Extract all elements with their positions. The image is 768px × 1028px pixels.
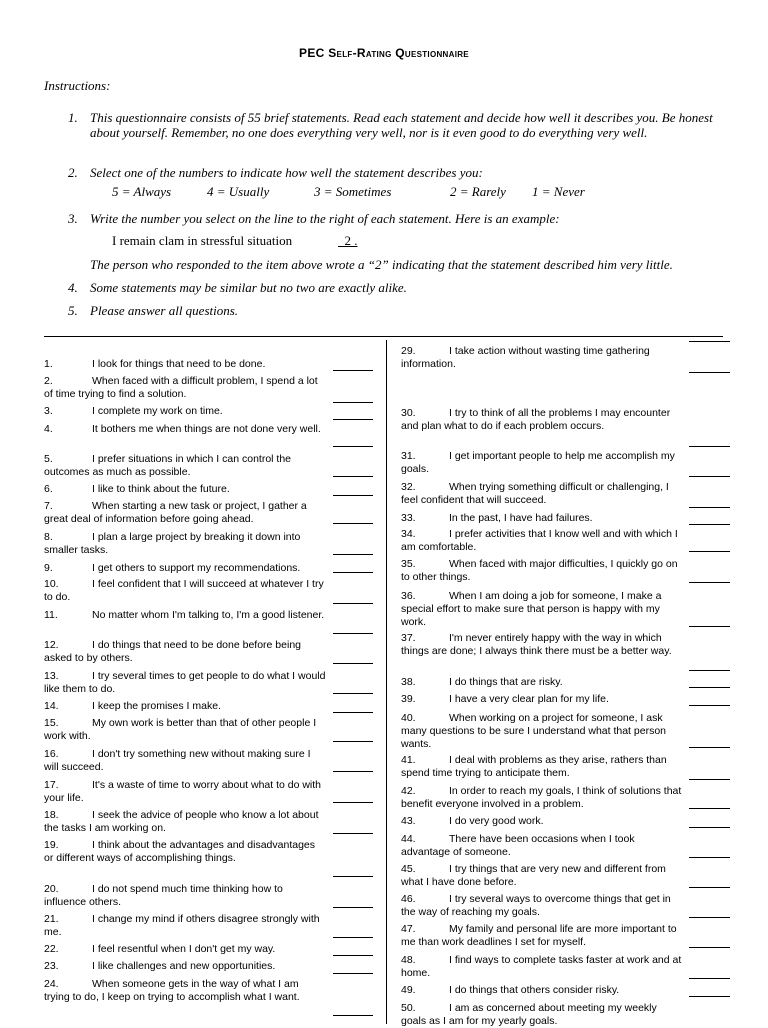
- question-text: I deal with problems as they arise, rathers than spend time trying to anticipate them.: [401, 754, 667, 779]
- answer-line[interactable]: [333, 633, 373, 634]
- answer-line[interactable]: [689, 705, 730, 706]
- question-number: 41.: [401, 754, 416, 766]
- question-text: I feel resentful when I don't get my way.: [92, 943, 276, 955]
- instruction-number: 5.: [68, 303, 78, 318]
- question-item: [44, 978, 327, 1004]
- instruction-number: 1.: [68, 110, 78, 125]
- answer-line[interactable]: [689, 827, 730, 828]
- question-item: [401, 450, 684, 476]
- question-item: [44, 943, 327, 956]
- instruction-2: [68, 165, 723, 181]
- scale-option-2: 2 = Rarely: [450, 184, 506, 199]
- answer-line[interactable]: [689, 779, 730, 780]
- question-number: 30.: [401, 407, 416, 419]
- instruction-1: [68, 110, 723, 158]
- scale-option-5: 5 = Always: [112, 184, 172, 199]
- question-item: [44, 670, 327, 696]
- question-number: 46.: [401, 893, 416, 905]
- answer-line[interactable]: [689, 476, 730, 477]
- question-number: 43.: [401, 815, 416, 827]
- question-number: 4.: [44, 423, 53, 435]
- instruction-text: Some statements may be similar but no two are exactly alike.: [90, 280, 407, 295]
- question-number: 40.: [401, 712, 416, 724]
- question-item: [401, 693, 684, 706]
- question-number: 16.: [44, 748, 59, 760]
- answer-line[interactable]: [333, 402, 373, 403]
- question-text: I get others to support my recommendations.: [92, 562, 301, 574]
- question-number: 50.: [401, 1002, 416, 1014]
- question-number: 32.: [401, 481, 416, 493]
- question-number: 34.: [401, 528, 416, 540]
- question-number: 29.: [401, 345, 416, 357]
- question-text: No matter whom I'm talking to, I'm a good listener.: [92, 609, 325, 621]
- question-text: I like to think about the future.: [92, 483, 230, 495]
- question-number: 12.: [44, 639, 59, 651]
- question-number: 44.: [401, 833, 416, 845]
- question-number: 5.: [44, 453, 53, 465]
- answer-line[interactable]: [689, 446, 730, 447]
- answer-line[interactable]: [689, 582, 730, 583]
- question-number: 31.: [401, 450, 416, 462]
- question-text: When faced with major difficulties, I quickly go on to other things.: [401, 558, 678, 583]
- instruction-text: Please answer all questions.: [90, 303, 239, 318]
- question-text: In the past, I have had failures.: [449, 512, 593, 524]
- question-item: [44, 358, 327, 371]
- question-item: [401, 345, 684, 371]
- question-item: [44, 809, 327, 835]
- question-item: [44, 483, 327, 496]
- answer-line[interactable]: [689, 857, 730, 858]
- answer-line[interactable]: [333, 876, 373, 877]
- answer-line[interactable]: [689, 670, 730, 671]
- question-text: I try several ways to overcome things that get in the way of reaching my goals.: [401, 893, 671, 918]
- answer-line[interactable]: [689, 917, 730, 918]
- question-text: When starting a new task or project, I gather a great deal of information before going ahead.: [44, 500, 307, 525]
- question-text: It bothers me when things are not done very well.: [92, 423, 321, 435]
- answer-line[interactable]: [333, 523, 373, 524]
- question-number: 18.: [44, 809, 59, 821]
- question-item: [401, 833, 684, 859]
- question-item: [44, 717, 327, 743]
- answer-line[interactable]: [689, 808, 730, 809]
- example-answer-value: 2: [344, 233, 351, 248]
- question-text: I feel confident that I will succeed at whatever I try to do.: [44, 578, 324, 603]
- scale-option-4: 4 = Usually: [207, 184, 270, 199]
- question-item: [401, 984, 684, 997]
- question-item: [44, 453, 327, 479]
- question-number: 9.: [44, 562, 53, 574]
- question-number: 23.: [44, 960, 59, 972]
- question-number: 24.: [44, 978, 59, 990]
- question-item: [44, 700, 327, 713]
- answer-line[interactable]: [333, 603, 373, 604]
- question-text: I find ways to complete tasks faster at work and at home.: [401, 954, 682, 979]
- question-text: When trying something difficult or challenging, I feel confident that will succeed.: [401, 481, 669, 506]
- answer-line[interactable]: [333, 802, 373, 803]
- instruction-4: [68, 280, 723, 296]
- answer-line[interactable]: [333, 741, 373, 742]
- answer-line[interactable]: [333, 370, 373, 371]
- question-number: 33.: [401, 512, 416, 524]
- question-item: [44, 883, 327, 909]
- question-number: 11.: [44, 609, 58, 621]
- question-item: [401, 863, 684, 889]
- question-text: I seek the advice of people who know a lot about the tasks I am working on.: [44, 809, 319, 834]
- question-item: [44, 500, 327, 526]
- question-number: 38.: [401, 676, 416, 688]
- column-divider: [386, 340, 387, 1024]
- instruction-number: 4.: [68, 280, 78, 295]
- question-number: 37.: [401, 632, 416, 644]
- answer-line[interactable]: [333, 771, 373, 772]
- instruction-number: 3.: [68, 211, 78, 226]
- question-number: 14.: [44, 700, 59, 712]
- question-text: In order to reach my goals, I think of solutions that benefit everyone involved in a problem.: [401, 785, 682, 810]
- answer-line[interactable]: [689, 947, 730, 948]
- question-text: I do not spend much time thinking how to influence others.: [44, 883, 283, 908]
- question-text: I do very good work.: [449, 815, 544, 827]
- question-text: I do things that others consider risky.: [449, 984, 620, 996]
- question-text: I prefer situations in which I can control the outcomes as much as possible.: [44, 453, 292, 478]
- question-item: [44, 375, 327, 401]
- answer-line[interactable]: [689, 507, 730, 508]
- question-item: [44, 423, 327, 436]
- question-number: 17.: [44, 779, 59, 791]
- question-item: [44, 562, 327, 575]
- question-text: I do things that need to be done before being asked to by others.: [44, 639, 302, 664]
- question-item: [44, 960, 327, 973]
- question-text: There have been occasions when I took advantage of someone.: [401, 833, 635, 858]
- answer-line[interactable]: [333, 955, 373, 956]
- question-number: 48.: [401, 954, 416, 966]
- question-text: It's a waste of time to worry about what to do with your life.: [44, 779, 322, 804]
- question-text: I take action without wasting time gathering information.: [401, 345, 650, 370]
- instruction-3: [68, 211, 723, 227]
- answer-line[interactable]: [333, 554, 373, 555]
- question-item: [401, 754, 684, 780]
- title-text: PEC Self-Rating Questionnaire: [299, 46, 469, 60]
- answer-line[interactable]: [333, 495, 373, 496]
- question-text: When working on a project for someone, I ask many questions to be sure I understand what that person wants.: [401, 712, 666, 750]
- answer-line[interactable]: [689, 341, 730, 342]
- answer-line[interactable]: [689, 524, 730, 525]
- answer-line[interactable]: [689, 887, 730, 888]
- answer-line[interactable]: [333, 693, 373, 694]
- question-number: 22.: [44, 943, 59, 955]
- answer-line[interactable]: [333, 1015, 373, 1016]
- question-number: 49.: [401, 984, 416, 996]
- question-text: I complete my work on time.: [92, 405, 223, 417]
- question-number: 2.: [44, 375, 53, 387]
- question-number: 47.: [401, 923, 416, 935]
- scale-option-1: 1 = Never: [532, 184, 585, 199]
- answer-line[interactable]: [333, 476, 373, 477]
- answer-line[interactable]: [689, 551, 730, 552]
- question-item: [401, 481, 684, 507]
- answer-line[interactable]: [333, 973, 373, 974]
- answer-line[interactable]: [333, 833, 373, 834]
- page-title: [0, 46, 768, 60]
- example-statement: I remain clam in stressful situation: [112, 233, 293, 248]
- answer-line[interactable]: [689, 978, 730, 979]
- question-item: [401, 512, 684, 525]
- question-number: 45.: [401, 863, 416, 875]
- question-number: 1.: [44, 358, 53, 370]
- question-text: I plan a large project by breaking it down into smaller tasks.: [44, 531, 301, 556]
- question-item: [44, 639, 327, 665]
- question-number: 20.: [44, 883, 59, 895]
- question-item: [44, 578, 327, 604]
- answer-line[interactable]: [689, 747, 730, 748]
- question-text: I like challenges and new opportunities.: [92, 960, 276, 972]
- answer-line[interactable]: [333, 712, 373, 713]
- instruction-text: Select one of the numbers to indicate how well the statement describes you:: [90, 165, 483, 180]
- question-item: [401, 893, 684, 919]
- question-text: I try things that are very new and different from what I have done before.: [401, 863, 666, 888]
- answer-line[interactable]: [689, 372, 730, 373]
- question-number: 6.: [44, 483, 53, 495]
- answer-line[interactable]: [333, 663, 373, 664]
- question-text: I don't try something new without making sure I will succeed.: [44, 748, 311, 773]
- answer-line[interactable]: [333, 907, 373, 908]
- question-item: [44, 779, 327, 805]
- question-text: I prefer activities that I know well and with which I am comfortable.: [401, 528, 678, 553]
- question-text: My family and personal life are more important to me than work deadlines I set for myself.: [401, 923, 677, 948]
- question-number: 8.: [44, 531, 53, 543]
- question-item: [401, 785, 684, 811]
- answer-line[interactable]: [689, 996, 730, 997]
- answer-line[interactable]: [333, 937, 373, 938]
- question-number: 7.: [44, 500, 53, 512]
- question-text: When someone gets in the way of what I am trying to do, I keep on trying to accomplish what I want.: [44, 978, 300, 1003]
- question-text: I look for things that need to be done.: [92, 358, 266, 370]
- instruction-text: This questionnaire consists of 55 brief statements. Read each statement and decide how well it describes you. Be honest about yourself. Remember, no one does everything very well, nor is it even good to do everything very well.: [90, 110, 713, 140]
- answer-line[interactable]: [689, 626, 730, 627]
- question-number: 15.: [44, 717, 59, 729]
- question-number: 10.: [44, 578, 59, 590]
- question-number: 3.: [44, 405, 53, 417]
- scale-option-3: 3 = Sometimes: [314, 184, 392, 199]
- question-item: [44, 609, 327, 622]
- question-text: I do things that are risky.: [449, 676, 563, 688]
- example-answer: 2 .: [344, 233, 358, 248]
- answer-line[interactable]: [689, 687, 730, 688]
- question-item: [401, 815, 684, 828]
- question-item: [401, 1002, 684, 1028]
- question-item: [401, 632, 684, 658]
- question-number: 39.: [401, 693, 416, 705]
- question-text: When I am doing a job for someone, I make a special effort to make sure that person is happy with my work.: [401, 590, 662, 628]
- question-item: [401, 407, 684, 433]
- section-rule: [44, 336, 723, 337]
- example-note: The person who responded to the item above wrote a “2” indicating that the statement described him very little.: [90, 257, 673, 272]
- question-text: I am as concerned about meeting my weekly goals as I am for my yearly goals.: [401, 1002, 657, 1027]
- answer-line[interactable]: [333, 419, 373, 420]
- question-number: 36.: [401, 590, 416, 602]
- question-text: I'm never entirely happy with the way in which things are done; I always think there must be a better way.: [401, 632, 672, 657]
- question-number: 35.: [401, 558, 416, 570]
- question-item: [44, 839, 327, 865]
- question-text: I try several times to get people to do what I would like them to do.: [44, 670, 326, 695]
- instruction-5: [68, 303, 723, 319]
- answer-line[interactable]: [333, 446, 373, 447]
- question-item: [401, 558, 684, 584]
- question-item: [401, 528, 684, 554]
- question-text: My own work is better than that of other people I work with.: [44, 717, 317, 742]
- question-text: When faced with a difficult problem, I spend a lot of time trying to find a solution.: [44, 375, 318, 400]
- question-item: [401, 954, 684, 980]
- question-text: I have a very clear plan for my life.: [449, 693, 609, 705]
- question-number: 42.: [401, 785, 416, 797]
- question-item: [401, 676, 684, 689]
- question-number: 13.: [44, 670, 59, 682]
- question-text: I change my mind if others disagree strongly with me.: [44, 913, 320, 938]
- question-item: [401, 712, 684, 751]
- question-item: [44, 405, 327, 418]
- question-number: 19.: [44, 839, 59, 851]
- instruction-text: Write the number you select on the line to the right of each statement. Here is an example:: [90, 211, 560, 226]
- answer-line[interactable]: [333, 572, 373, 573]
- instruction-number: 2.: [68, 165, 78, 180]
- question-item: [44, 531, 327, 557]
- question-item: [401, 923, 684, 949]
- question-item: [44, 913, 327, 939]
- question-text: I keep the promises I make.: [92, 700, 221, 712]
- instructions-heading: Instructions:: [44, 78, 111, 93]
- question-text: I try to think of all the problems I may encounter and plan what to do if each problem occurs.: [401, 407, 671, 432]
- question-text: I think about the advantages and disadvantages or different ways of accomplishing things.: [44, 839, 316, 864]
- question-item: [44, 748, 327, 774]
- question-item: [401, 590, 684, 629]
- question-text: I get important people to help me accomplish my goals.: [401, 450, 675, 475]
- question-number: 21.: [44, 913, 59, 925]
